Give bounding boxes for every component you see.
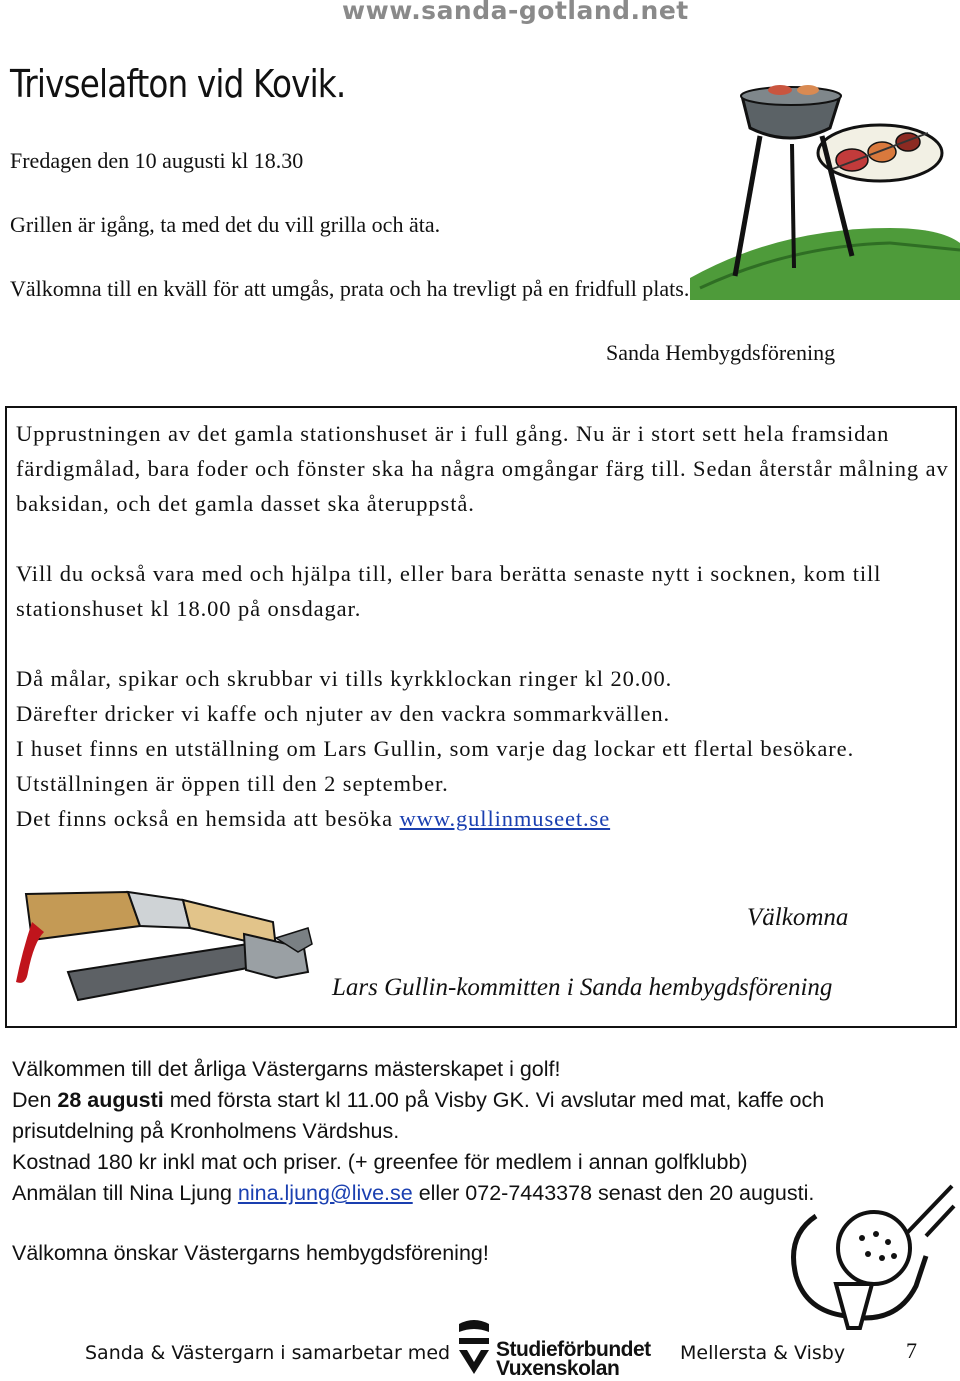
golf-line-3: Kostnad 180 kr inkl mat och priser. (+ greenfee för medlem i annan golfklubb) xyxy=(12,1150,748,1174)
sv-logo-icon xyxy=(455,1318,493,1376)
event-welcome-line: Välkomna till en kväll för att umgås, prata och ha trevligt på en fridfull plats. xyxy=(10,276,690,301)
event-grill-line: Grillen är igång, ta med det du vill grilla och äta. xyxy=(10,212,441,237)
golf-date: 28 augusti xyxy=(57,1088,164,1112)
event-date: Fredagen den 10 augusti kl 18.30 xyxy=(10,148,304,173)
footer-right-text: Mellersta & Visby xyxy=(680,1342,846,1364)
golf-line-4-suffix: eller 072-7443378 senast den 20 augusti. xyxy=(412,1181,815,1205)
grill-illustration xyxy=(690,78,960,300)
station-line-6 xyxy=(16,801,951,836)
station-paragraph-2: Vill du också vara med och hjälpa till, eller bara berätta senaste nytt i socknen, kom till stationshuset kl 18.00 på onsdagar. xyxy=(16,561,882,621)
event-signature: Sanda Hembygdsförening xyxy=(606,340,836,365)
page-number: 7 xyxy=(906,1338,917,1363)
station-line-5: I huset finns en utställning om Lars Gullin, som varje dag lockar ett flertal besökare. Utställningen är öppen till den 2 september. xyxy=(16,736,855,796)
golf-line-2 xyxy=(12,1085,947,1147)
sv-logo-text xyxy=(496,1340,651,1378)
station-line-3: Då målar, spikar och skrubbar vi tills kyrkklockan ringer kl 20.00. xyxy=(16,666,673,691)
site-url: www.sanda-gotland.net xyxy=(342,0,689,25)
station-signature: Lars Gullin-kommitten i Sanda hembygdsförening xyxy=(332,974,833,1001)
station-text xyxy=(16,416,951,836)
golf-ball-illustration xyxy=(776,1176,956,1336)
email-link[interactable]: nina.ljung@live.se xyxy=(237,1181,413,1205)
golf-line-1: Välkommen till det årliga Västergarns mästerskapet i golf! xyxy=(12,1057,561,1081)
golf-closing: Välkomna önskar Västergarns hembygdsförening! xyxy=(12,1241,489,1265)
footer-left-text: Sanda & Västergarn i samarbetar med xyxy=(85,1342,451,1364)
sv-logo-line-1: Studieförbundet xyxy=(496,1338,651,1361)
gullinmuseet-link[interactable]: www.gullinmuseet.se xyxy=(399,806,611,831)
sv-logo-line-2: Vuxenskolan xyxy=(496,1357,620,1380)
station-line-4: Därefter dricker vi kaffe och njuter av den vackra sommarkvällen. xyxy=(16,701,671,726)
station-paragraph-1: Upprustningen av det gamla stationshuset är i full gång. Nu är i stort sett hela framsidan färdigmålad, bara foder och fönster ska ha några omgångar färg till. Sedan återstår målning av baksidan, och det gamla dasset ska återuppstå. xyxy=(16,421,949,516)
golf-line-2-prefix: Den xyxy=(12,1088,58,1112)
station-line-6-text: Det finns också en hemsida att besöka xyxy=(16,806,400,831)
golf-line-2-suffix: med första start kl 11.00 på Visby GK. Vi avslutar med mat, kaffe och prisutdelning på Kronholmens Värdshus. xyxy=(12,1088,825,1143)
station-welcome: Välkomna xyxy=(747,904,849,931)
paintbrush-hammer-illustration xyxy=(8,882,318,1022)
golf-line-4-prefix: Anmälan till Nina Ljung xyxy=(12,1181,238,1205)
event-title: Trivselafton vid Kovik. xyxy=(10,62,346,106)
